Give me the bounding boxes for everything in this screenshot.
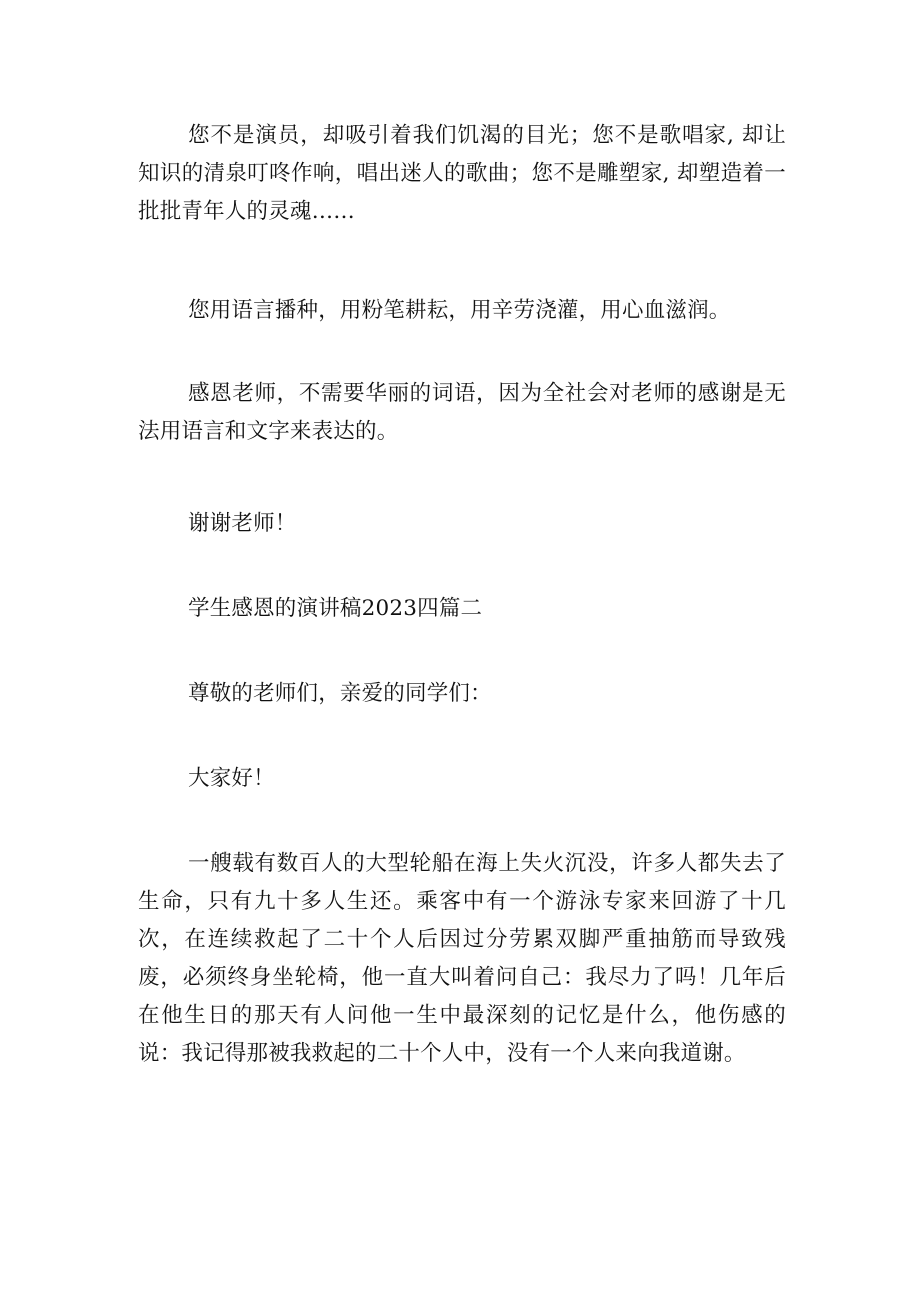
paragraph-thanks: 谢谢老师！ [188,511,297,536]
section-heading: 学生感恩的演讲稿2023四篇二 [188,596,483,621]
paragraph-sowing: 您用语言播种，用粉笔耕耘，用辛劳浇灌，用心血滋润。 [188,298,731,323]
paragraph-story: 一艘载有数百人的大型轮船在海上失火沉没，许多人都失去了生命，只有九十多人生还。乘客中有一个游泳专家来回游了十几次，在连续救起了二十个人后因过分劳累双脚严重抽筋而导致残废，必须终身坐轮椅，他一直大叫着问自己：我尽力了吗！几年后在他生日的那天有人问他一生中最深刻的记忆是什么，他伤感的说：我记得那被我救起的二十个人中，没有一个人来向我道谢。 [138,851,786,1066]
paragraph-tribute: 您不是演员，却吸引着我们饥渴的目光；您不是歌唱家, 却让知识的清泉叮咚作响，唱出迷人的歌曲；您不是雕塑家, 却塑造着一批批青年人的灵魂…… [138,123,786,224]
paragraph-gratitude: 感恩老师，不需要华丽的词语，因为全社会对老师的感谢是无法用语言和文字来表达的。 [138,381,786,444]
greeting: 大家好！ [188,766,275,791]
salutation: 尊敬的老师们，亲爱的同学们： [188,681,492,706]
